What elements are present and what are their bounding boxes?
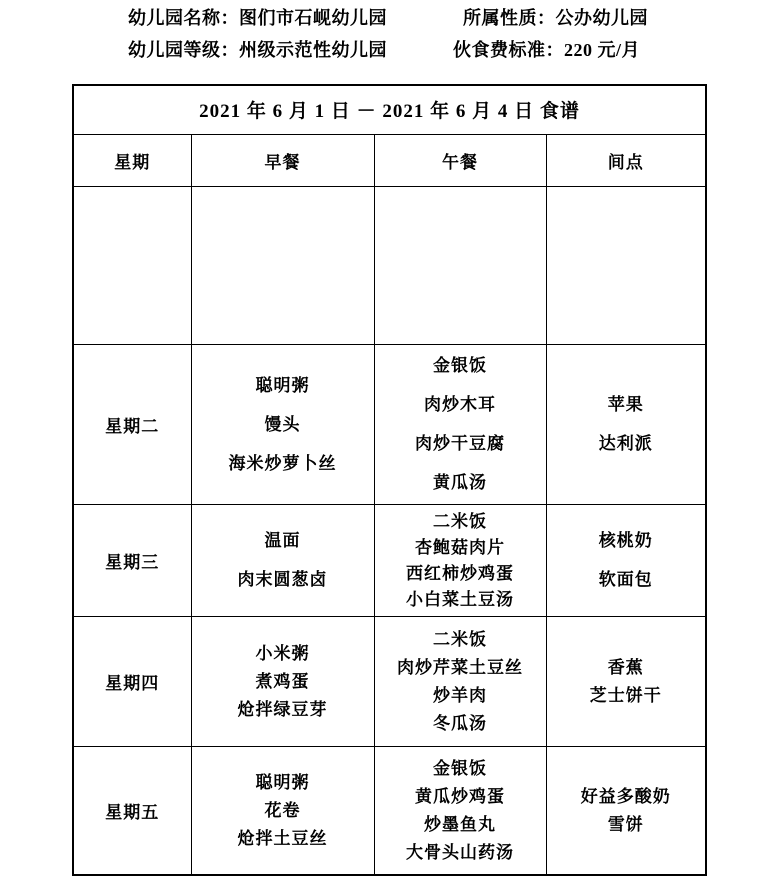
snack-items <box>547 395 706 453</box>
kindergarten-name-value: 图们市石岘幼儿园 <box>239 8 387 28</box>
menu-table-body <box>73 186 706 875</box>
menu-item: 聪明粥 <box>255 772 310 792</box>
ownership-label: 所属性质： <box>463 8 556 28</box>
menu-item: 金银饭 <box>433 356 487 375</box>
snack-items <box>547 787 706 834</box>
snack-cell <box>546 616 706 746</box>
menu-item: 香蕉 <box>607 657 644 677</box>
menu-item: 花卷 <box>264 800 301 820</box>
snack-cell <box>546 746 706 875</box>
menu-item: 黄瓜炒鸡蛋 <box>415 786 505 806</box>
menu-table-title: 2021 年 6 月 1 日 － 2021 年 6 月 4 日 食谱 <box>73 85 706 134</box>
menu-item: 达利派 <box>598 434 653 453</box>
menu-item: 肉末圆葱卤 <box>237 570 328 589</box>
menu-item: 肉炒木耳 <box>424 395 496 414</box>
menu-item: 馒头 <box>264 414 301 434</box>
menu-item: 雪饼 <box>607 814 644 834</box>
meal-fee-label: 伙食费标准： <box>453 40 564 60</box>
ownership-value: 公办幼儿园 <box>555 8 648 28</box>
breakfast-cell <box>191 344 374 504</box>
breakfast-cell <box>191 186 374 344</box>
lunch-items <box>375 356 546 492</box>
breakfast-items <box>192 531 374 589</box>
menu-item: 聪明粥 <box>255 375 310 395</box>
menu-item: 温面 <box>264 531 301 550</box>
column-header-snack: 间点 <box>546 134 706 186</box>
menu-item: 肉炒芹菜土豆丝 <box>397 657 523 677</box>
menu-item: 好益多酸奶 <box>580 786 671 806</box>
kindergarten-grade-field <box>128 36 387 62</box>
kindergarten-name-label: 幼儿园名称： <box>128 8 239 28</box>
menu-table-row <box>73 746 706 875</box>
column-header-lunch: 午餐 <box>374 134 546 186</box>
menu-item: 小白菜土豆汤 <box>406 589 514 609</box>
lunch-cell <box>374 616 546 746</box>
menu-table-row <box>73 344 706 504</box>
lunch-cell <box>374 186 546 344</box>
day-cell: 星期三 <box>73 504 191 616</box>
snack-cell <box>546 344 706 504</box>
meal-fee-value: 220 元/月 <box>564 40 641 60</box>
breakfast-items <box>192 644 374 719</box>
menu-item: 芝士饼干 <box>589 685 662 705</box>
menu-item: 炝拌绿豆芽 <box>237 699 328 719</box>
breakfast-cell <box>191 746 374 875</box>
day-cell: 星期四 <box>73 616 191 746</box>
menu-item: 金银饭 <box>433 758 487 778</box>
breakfast-cell <box>191 504 374 616</box>
menu-item: 二米饭 <box>433 629 487 649</box>
snack-cell <box>546 186 706 344</box>
lunch-cell <box>374 746 546 875</box>
day-cell <box>73 186 191 344</box>
breakfast-cell <box>191 616 374 746</box>
menu-item: 核桃奶 <box>598 531 653 550</box>
breakfast-items <box>192 376 374 473</box>
kindergarten-grade-label: 幼儿园等级： <box>128 40 239 60</box>
menu-item: 黄瓜汤 <box>433 473 487 492</box>
kindergarten-name-field <box>128 4 387 30</box>
menu-table-header-row <box>73 134 706 186</box>
snack-items <box>547 658 706 705</box>
menu-item: 杏鲍菇肉片 <box>415 537 505 557</box>
menu-table-title-row <box>73 85 706 134</box>
menu-item: 炒墨鱼丸 <box>424 814 496 834</box>
meal-fee-field <box>453 36 640 62</box>
menu-item: 炝拌土豆丝 <box>237 828 328 848</box>
menu-table <box>72 84 707 876</box>
menu-item: 小米粥 <box>255 643 310 663</box>
menu-table-row <box>73 504 706 616</box>
lunch-items <box>375 759 546 862</box>
column-header-breakfast: 早餐 <box>191 134 374 186</box>
snack-items <box>547 531 706 589</box>
menu-item: 冬瓜汤 <box>433 713 487 733</box>
day-cell: 星期二 <box>73 344 191 504</box>
ownership-field <box>463 4 648 30</box>
menu-table-row <box>73 186 706 344</box>
menu-item: 苹果 <box>607 395 644 414</box>
menu-item: 炒羊肉 <box>433 685 487 705</box>
day-cell: 星期五 <box>73 746 191 875</box>
lunch-cell <box>374 504 546 616</box>
menu-item: 大骨头山药汤 <box>406 842 514 862</box>
menu-item: 软面包 <box>598 570 653 589</box>
menu-item: 煮鸡蛋 <box>255 671 310 691</box>
menu-item: 二米饭 <box>433 511 487 531</box>
snack-cell <box>546 504 706 616</box>
kindergarten-grade-value: 州级示范性幼儿园 <box>239 40 387 60</box>
column-header-day: 星期 <box>73 134 191 186</box>
menu-table-row <box>73 616 706 746</box>
menu-item: 肉炒干豆腐 <box>415 434 505 453</box>
menu-item: 海米炒萝卜丝 <box>228 453 337 473</box>
lunch-cell <box>374 344 546 504</box>
lunch-items <box>375 630 546 733</box>
breakfast-items <box>192 773 374 848</box>
menu-item: 西红柿炒鸡蛋 <box>406 563 514 583</box>
lunch-items <box>375 512 546 609</box>
